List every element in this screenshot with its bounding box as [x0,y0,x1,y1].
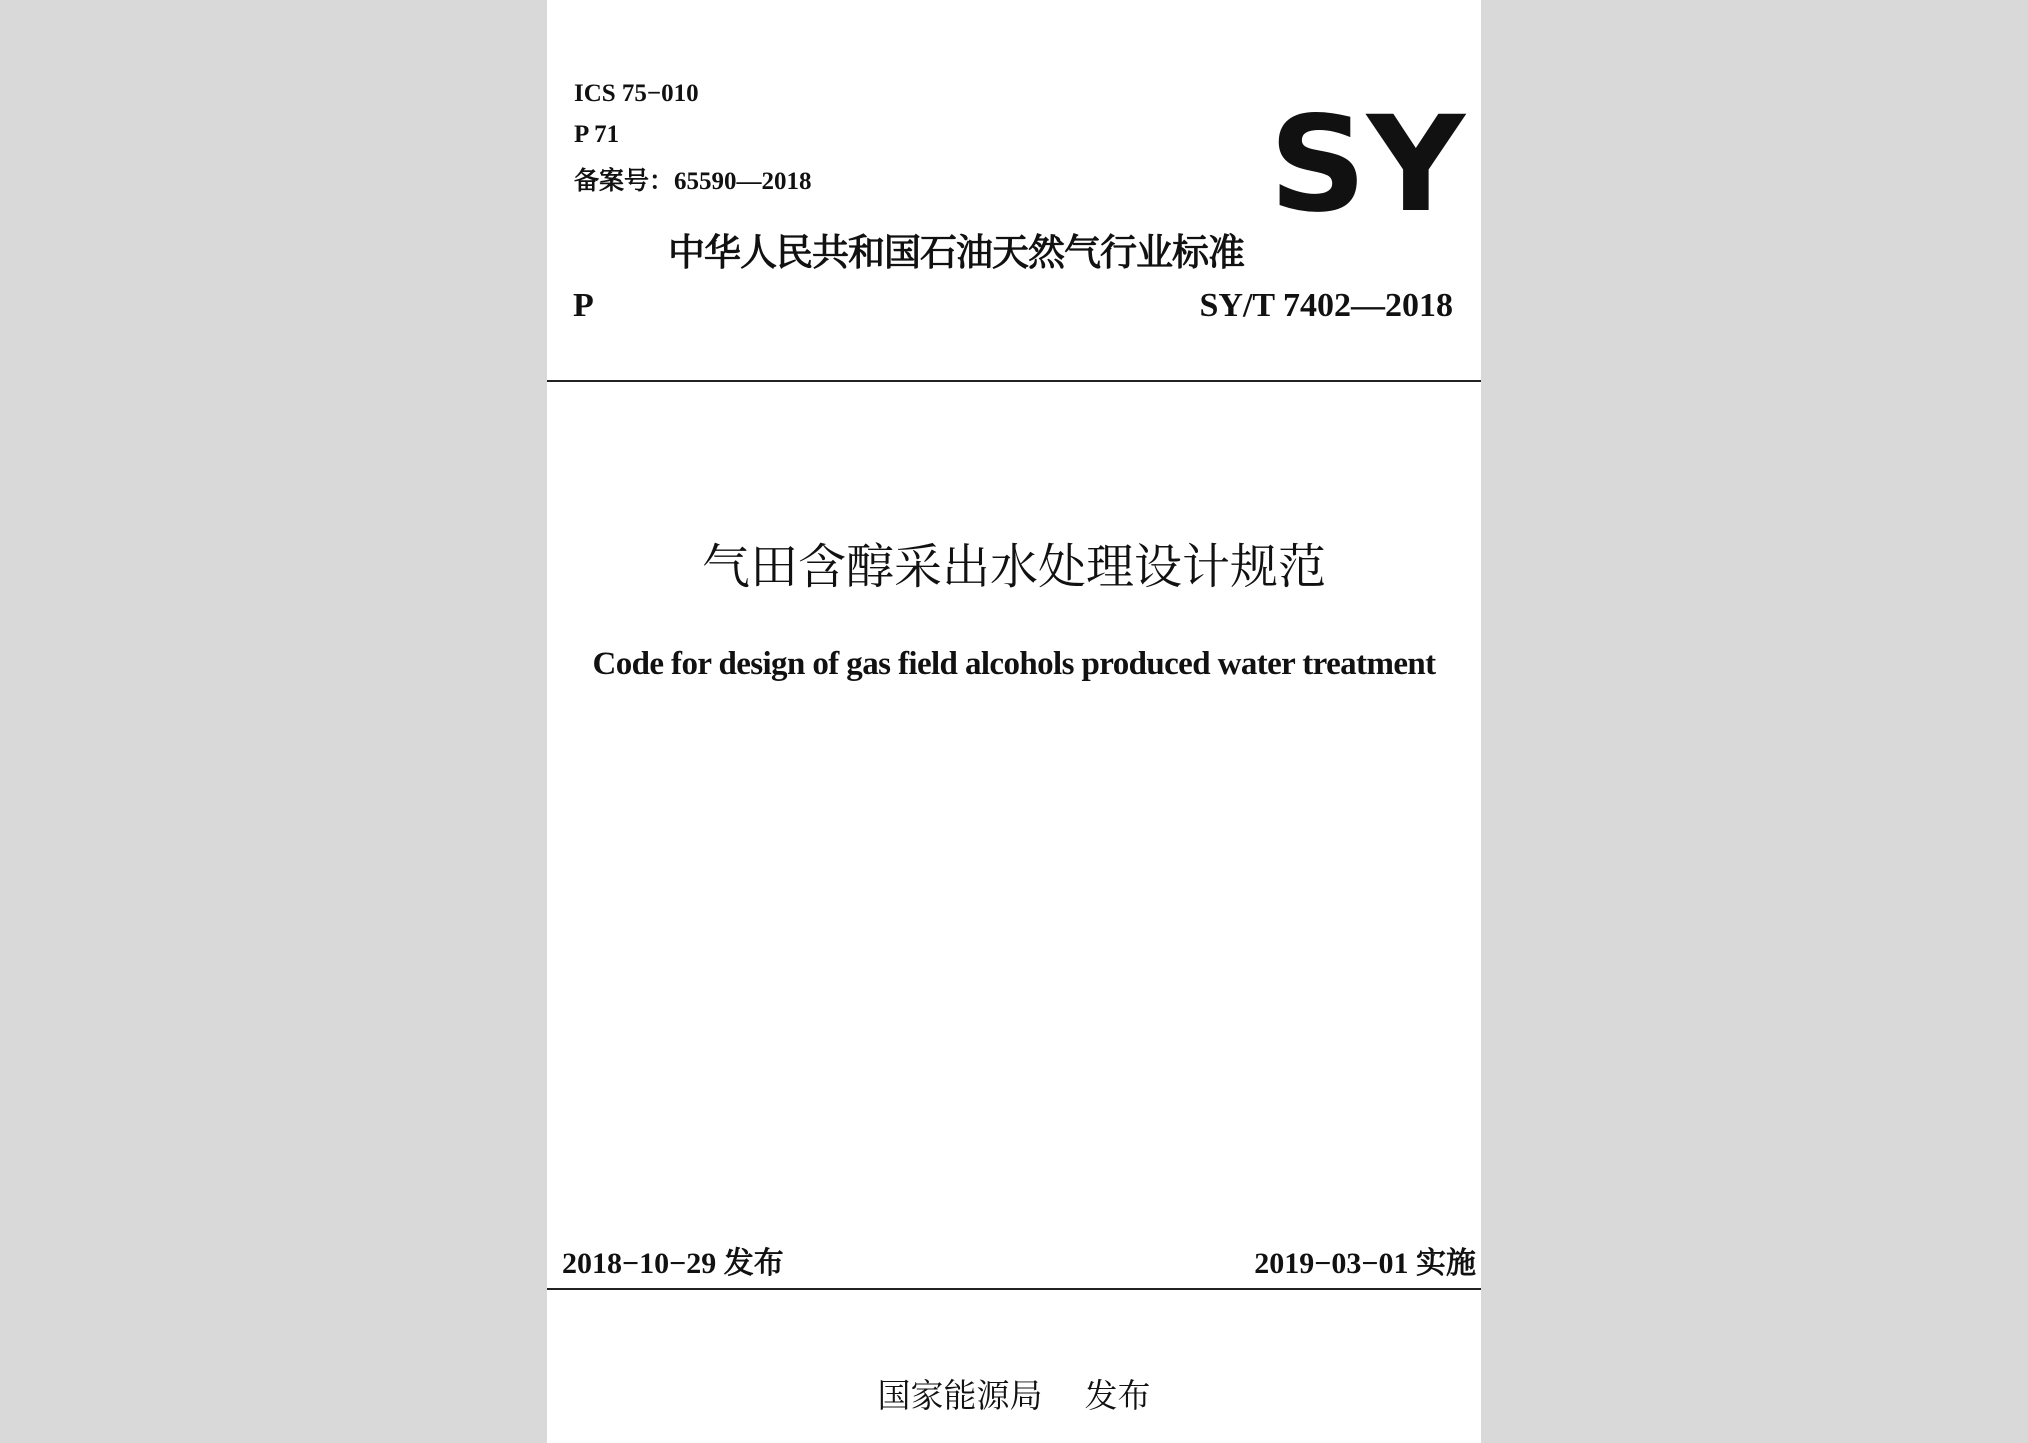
sy-logo-text: SY [1269,88,1467,228]
ics-code: ICS 75−010 [574,80,699,107]
ccs-code: P 71 [574,121,620,148]
header-divider [547,380,1481,382]
footer-divider [547,1288,1481,1290]
sy-logo [1267,88,1467,228]
implementation-date: 2019−03−01 实施 [1254,1247,1476,1280]
classification-letter: P [573,287,594,324]
record-number: 备案号：65590—2018 [574,168,812,195]
industry-standard-organization: 中华人民共和国石油天然气行业标准 [668,231,1244,274]
issue-date: 2018−10−29 发布 [562,1247,784,1280]
document-page [547,0,1481,1443]
publisher: 国家能源局 发布 [877,1376,1151,1415]
document-title-english: Code for design of gas field alcohols produced water treatment [592,646,1436,682]
standard-number: SY/T 7402—2018 [1199,287,1453,324]
document-title-chinese: 气田含醇采出水处理设计规范 [701,539,1326,595]
